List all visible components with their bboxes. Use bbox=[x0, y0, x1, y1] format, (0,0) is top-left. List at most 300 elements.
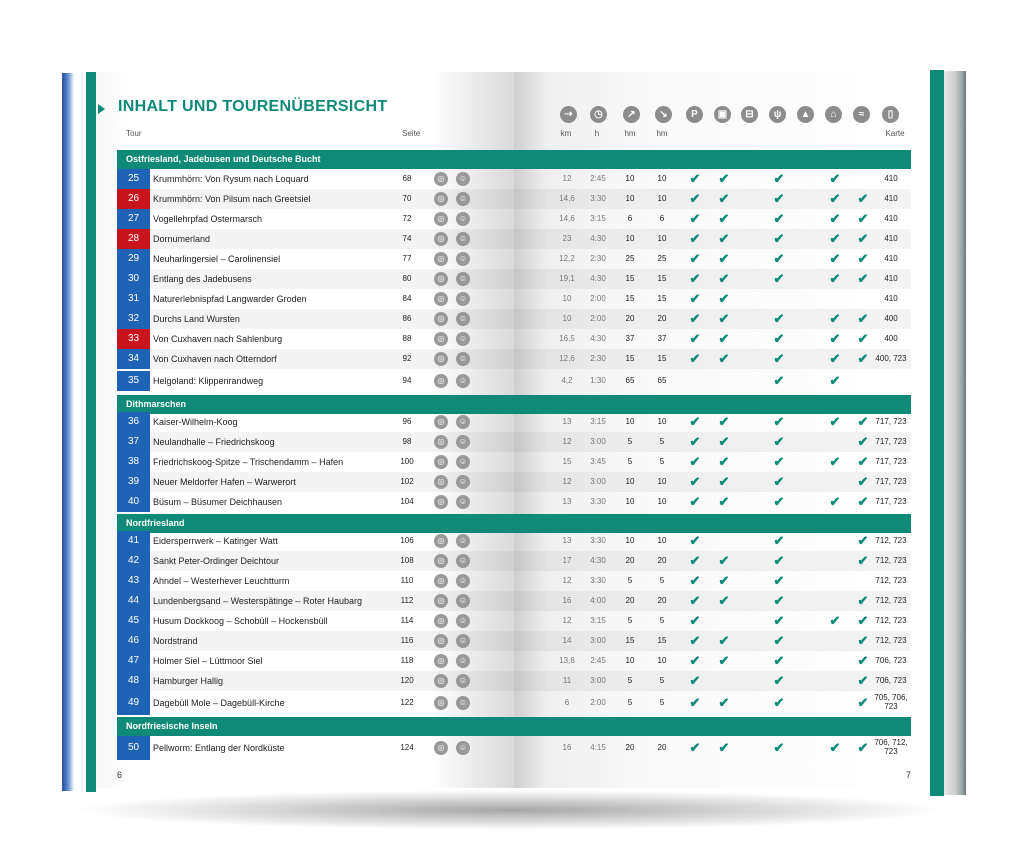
tour-duration: 2:30 bbox=[590, 354, 606, 363]
check-icon: ✔ bbox=[829, 171, 841, 186]
family-icon: ☺ bbox=[456, 252, 470, 266]
cable-car-icon: ⊟ bbox=[741, 106, 758, 123]
table-row[interactable] bbox=[117, 551, 911, 571]
tour-name: Neulandhalle – Friedrichskoog bbox=[153, 437, 275, 447]
tour-duration: 2:00 bbox=[590, 314, 606, 323]
check-icon: ✔ bbox=[718, 454, 730, 469]
tour-descent: 15 bbox=[657, 636, 667, 645]
family-icon: ☺ bbox=[456, 192, 470, 206]
family-icon: ☺ bbox=[456, 614, 470, 628]
check-icon: ✔ bbox=[857, 613, 869, 628]
hut-icon: ⌂ bbox=[825, 106, 842, 123]
tour-map: 712, 723 bbox=[875, 616, 907, 625]
check-icon: ✔ bbox=[773, 434, 785, 449]
table-row[interactable] bbox=[117, 452, 911, 472]
title-arrow-icon bbox=[98, 104, 105, 114]
check-icon: ✔ bbox=[718, 494, 730, 509]
check-icon: ✔ bbox=[773, 533, 785, 548]
tour-ascent: 20 bbox=[625, 314, 635, 323]
family-icon: ☺ bbox=[456, 534, 470, 548]
tour-page: 120 bbox=[400, 676, 414, 685]
section-header: Nordfriesland bbox=[117, 514, 911, 533]
page-left-color-band bbox=[86, 72, 96, 792]
tour-descent: 5 bbox=[659, 676, 665, 685]
family-icon: ☺ bbox=[456, 594, 470, 608]
check-icon: ✔ bbox=[689, 573, 701, 588]
tour-duration: 3:15 bbox=[590, 616, 606, 625]
check-icon: ✔ bbox=[857, 633, 869, 648]
tour-number: 36 bbox=[117, 412, 150, 432]
family-icon: ☺ bbox=[456, 352, 470, 366]
check-icon: ✔ bbox=[689, 695, 701, 710]
difficulty-icon: ◎ bbox=[434, 374, 448, 388]
tour-name: Krummhörn: Von Rysum nach Loquard bbox=[153, 174, 309, 184]
difficulty-icon: ◎ bbox=[434, 475, 448, 489]
check-icon: ✔ bbox=[718, 251, 730, 266]
tour-km: 13 bbox=[562, 497, 572, 506]
check-icon: ✔ bbox=[829, 414, 841, 429]
tour-descent: 10 bbox=[657, 417, 667, 426]
tour-ascent: 15 bbox=[625, 354, 635, 363]
tour-descent: 5 bbox=[659, 616, 665, 625]
check-icon: ✔ bbox=[718, 553, 730, 568]
header-h: h bbox=[594, 129, 600, 138]
tour-page: 124 bbox=[400, 743, 414, 752]
section-header: Nordfriesische Inseln bbox=[117, 717, 911, 736]
check-icon: ✔ bbox=[857, 593, 869, 608]
tour-number: 39 bbox=[117, 472, 150, 492]
tour-page: 77 bbox=[402, 254, 412, 263]
check-icon: ✔ bbox=[829, 613, 841, 628]
tour-ascent: 10 bbox=[625, 477, 635, 486]
check-icon: ✔ bbox=[689, 251, 701, 266]
tour-km: 13 bbox=[562, 417, 572, 426]
table-row[interactable] bbox=[117, 209, 911, 229]
check-icon: ✔ bbox=[773, 573, 785, 588]
table-row[interactable] bbox=[117, 169, 911, 189]
difficulty-icon: ◎ bbox=[434, 594, 448, 608]
table-row[interactable] bbox=[117, 309, 911, 329]
tour-name: Hamburger Hallig bbox=[153, 676, 224, 686]
parking-icon: P bbox=[686, 106, 703, 123]
tour-map: 717, 723 bbox=[875, 437, 907, 446]
tour-descent: 20 bbox=[657, 596, 667, 605]
tour-page: 88 bbox=[402, 334, 412, 343]
tour-duration: 3:15 bbox=[590, 214, 606, 223]
tour-ascent: 15 bbox=[625, 294, 635, 303]
tour-number: 48 bbox=[117, 671, 150, 691]
tour-number: 40 bbox=[117, 492, 150, 512]
tour-ascent: 10 bbox=[625, 194, 635, 203]
family-icon: ☺ bbox=[456, 292, 470, 306]
tour-duration: 3:30 bbox=[590, 576, 606, 585]
check-icon: ✔ bbox=[689, 553, 701, 568]
check-icon: ✔ bbox=[689, 633, 701, 648]
tour-map: 717, 723 bbox=[875, 477, 907, 486]
tour-name: Ahndel – Westerhever Leuchtturm bbox=[153, 576, 290, 586]
difficulty-icon: ◎ bbox=[434, 332, 448, 346]
tour-descent: 65 bbox=[657, 376, 667, 385]
tour-map: 712, 723 bbox=[875, 576, 907, 585]
tour-duration: 3:00 bbox=[590, 477, 606, 486]
check-icon: ✔ bbox=[689, 593, 701, 608]
check-icon: ✔ bbox=[773, 331, 785, 346]
tour-descent: 15 bbox=[657, 274, 667, 283]
table-row[interactable] bbox=[117, 736, 911, 760]
check-icon: ✔ bbox=[773, 673, 785, 688]
tour-km: 16,5 bbox=[559, 334, 575, 343]
check-icon: ✔ bbox=[718, 474, 730, 489]
check-icon: ✔ bbox=[773, 633, 785, 648]
family-icon: ☺ bbox=[456, 232, 470, 246]
check-icon: ✔ bbox=[857, 553, 869, 568]
family-icon: ☺ bbox=[456, 332, 470, 346]
tour-page: 98 bbox=[402, 437, 412, 446]
check-icon: ✔ bbox=[829, 351, 841, 366]
tour-number: 42 bbox=[117, 551, 150, 571]
tour-duration: 1:30 bbox=[590, 376, 606, 385]
check-icon: ✔ bbox=[689, 414, 701, 429]
tour-km: 12 bbox=[562, 477, 572, 486]
tour-km: 12 bbox=[562, 437, 572, 446]
check-icon: ✔ bbox=[689, 454, 701, 469]
tour-number: 33 bbox=[117, 329, 150, 349]
check-icon: ✔ bbox=[689, 271, 701, 286]
check-icon: ✔ bbox=[829, 231, 841, 246]
tour-km: 12 bbox=[562, 576, 572, 585]
tour-km: 13,6 bbox=[559, 656, 575, 665]
check-icon: ✔ bbox=[829, 311, 841, 326]
tour-number: 38 bbox=[117, 452, 150, 472]
tour-name: Sankt Peter-Ordinger Deichtour bbox=[153, 556, 280, 566]
check-icon: ✔ bbox=[857, 231, 869, 246]
tour-number: 46 bbox=[117, 631, 150, 651]
tour-ascent: 5 bbox=[627, 437, 633, 446]
header-hm-up: hm bbox=[624, 129, 636, 138]
check-icon: ✔ bbox=[857, 695, 869, 710]
check-icon: ✔ bbox=[689, 331, 701, 346]
table-row[interactable] bbox=[117, 651, 911, 671]
check-icon: ✔ bbox=[857, 251, 869, 266]
tour-descent: 15 bbox=[657, 354, 667, 363]
check-icon: ✔ bbox=[689, 434, 701, 449]
tour-name: Husum Dockkoog – Schobüll – Hockensbüll bbox=[153, 616, 328, 626]
check-icon: ✔ bbox=[718, 695, 730, 710]
tour-number: 25 bbox=[117, 169, 150, 189]
family-icon: ☺ bbox=[456, 455, 470, 469]
tour-duration: 4:30 bbox=[590, 234, 606, 243]
check-icon: ✔ bbox=[857, 434, 869, 449]
swimming-icon: ≈ bbox=[853, 106, 870, 123]
tour-descent: 5 bbox=[659, 457, 665, 466]
table-row[interactable] bbox=[117, 631, 911, 651]
check-icon: ✔ bbox=[773, 251, 785, 266]
table-row[interactable] bbox=[117, 349, 911, 369]
check-icon: ✔ bbox=[718, 191, 730, 206]
check-icon: ✔ bbox=[689, 291, 701, 306]
tour-descent: 5 bbox=[659, 437, 665, 446]
book-edge-left bbox=[62, 73, 74, 791]
tour-name: Krummhörn: Von Pilsum nach Greetsiel bbox=[153, 194, 311, 204]
check-icon: ✔ bbox=[829, 271, 841, 286]
clock-icon: ◷ bbox=[590, 106, 607, 123]
check-icon: ✔ bbox=[773, 414, 785, 429]
tour-duration: 2:45 bbox=[590, 174, 606, 183]
tour-name: Von Cuxhaven nach Otterndorf bbox=[153, 354, 277, 364]
header-hm-down: hm bbox=[656, 129, 668, 138]
family-icon: ☺ bbox=[456, 212, 470, 226]
tour-km: 12 bbox=[562, 174, 572, 183]
section-header: Dithmarschen bbox=[117, 395, 911, 414]
check-icon: ✔ bbox=[773, 211, 785, 226]
check-icon: ✔ bbox=[689, 613, 701, 628]
table-row[interactable] bbox=[117, 249, 911, 269]
book-edge-right bbox=[944, 71, 966, 795]
tour-number: 45 bbox=[117, 611, 150, 631]
check-icon: ✔ bbox=[718, 593, 730, 608]
check-icon: ✔ bbox=[773, 474, 785, 489]
tour-number: 50 bbox=[117, 736, 150, 760]
tour-page: 100 bbox=[400, 457, 414, 466]
tour-name: Kaiser-Wilhelm-Koog bbox=[153, 417, 238, 427]
tour-map: 705, 706, 723 bbox=[874, 693, 908, 711]
tour-duration: 3:15 bbox=[590, 417, 606, 426]
check-icon: ✔ bbox=[689, 171, 701, 186]
difficulty-icon: ◎ bbox=[434, 674, 448, 688]
table-row[interactable] bbox=[117, 531, 911, 551]
tour-km: 11 bbox=[562, 676, 572, 685]
page-number-right: 7 bbox=[906, 770, 912, 780]
check-icon: ✔ bbox=[718, 573, 730, 588]
check-icon: ✔ bbox=[857, 474, 869, 489]
tour-ascent: 37 bbox=[625, 334, 635, 343]
tour-duration: 3:30 bbox=[590, 194, 606, 203]
tour-descent: 10 bbox=[657, 174, 667, 183]
tour-page: 102 bbox=[400, 477, 414, 486]
difficulty-icon: ◎ bbox=[434, 741, 448, 755]
check-icon: ✔ bbox=[857, 311, 869, 326]
check-icon: ✔ bbox=[857, 414, 869, 429]
tour-number: 28 bbox=[117, 229, 150, 249]
tour-km: 23 bbox=[562, 234, 572, 243]
check-icon: ✔ bbox=[857, 191, 869, 206]
check-icon: ✔ bbox=[689, 494, 701, 509]
table-row[interactable] bbox=[117, 289, 911, 309]
check-icon: ✔ bbox=[857, 673, 869, 688]
difficulty-icon: ◎ bbox=[434, 634, 448, 648]
tour-map: 410 bbox=[884, 214, 898, 223]
check-icon: ✔ bbox=[857, 653, 869, 668]
check-icon: ✔ bbox=[718, 414, 730, 429]
check-icon: ✔ bbox=[773, 653, 785, 668]
tour-km: 10 bbox=[562, 294, 572, 303]
table-row[interactable] bbox=[117, 269, 911, 289]
tour-ascent: 5 bbox=[627, 676, 633, 685]
tour-map: 410 bbox=[884, 174, 898, 183]
table-row[interactable] bbox=[117, 492, 911, 512]
difficulty-icon: ◎ bbox=[434, 292, 448, 306]
check-icon: ✔ bbox=[857, 211, 869, 226]
tour-duration: 3:00 bbox=[590, 676, 606, 685]
tour-descent: 15 bbox=[657, 294, 667, 303]
tour-page: 74 bbox=[402, 234, 412, 243]
tour-page: 68 bbox=[402, 174, 412, 183]
tour-descent: 5 bbox=[659, 576, 665, 585]
table-row[interactable] bbox=[117, 691, 911, 715]
family-icon: ☺ bbox=[456, 634, 470, 648]
difficulty-icon: ◎ bbox=[434, 312, 448, 326]
table-row[interactable] bbox=[117, 229, 911, 249]
check-icon: ✔ bbox=[773, 494, 785, 509]
check-icon: ✔ bbox=[718, 171, 730, 186]
family-icon: ☺ bbox=[456, 374, 470, 388]
check-icon: ✔ bbox=[718, 211, 730, 226]
family-icon: ☺ bbox=[456, 172, 470, 186]
family-icon: ☺ bbox=[456, 574, 470, 588]
table-row[interactable] bbox=[117, 472, 911, 492]
tour-name: Büsum – Büsumer Deichhausen bbox=[153, 497, 283, 507]
tour-descent: 20 bbox=[657, 743, 667, 752]
tour-number: 34 bbox=[117, 349, 150, 369]
check-icon: ✔ bbox=[773, 171, 785, 186]
check-icon: ✔ bbox=[773, 271, 785, 286]
family-icon: ☺ bbox=[456, 415, 470, 429]
difficulty-icon: ◎ bbox=[434, 614, 448, 628]
check-icon: ✔ bbox=[718, 351, 730, 366]
check-icon: ✔ bbox=[689, 740, 701, 755]
difficulty-icon: ◎ bbox=[434, 192, 448, 206]
tour-map: 706, 712, 723 bbox=[874, 738, 908, 756]
tour-number: 49 bbox=[117, 691, 150, 715]
table-row[interactable] bbox=[117, 432, 911, 452]
table-row[interactable] bbox=[117, 571, 911, 591]
tour-number: 26 bbox=[117, 189, 150, 209]
check-icon: ✔ bbox=[689, 211, 701, 226]
tour-duration: 3:45 bbox=[590, 457, 606, 466]
tour-km: 13 bbox=[562, 536, 572, 545]
tour-ascent: 10 bbox=[625, 536, 635, 545]
tour-number: 29 bbox=[117, 249, 150, 269]
table-row[interactable] bbox=[117, 371, 911, 391]
check-icon: ✔ bbox=[718, 633, 730, 648]
check-icon: ✔ bbox=[857, 494, 869, 509]
section-header: Ostfriesland, Jadebusen und Deutsche Bucht bbox=[117, 150, 911, 169]
family-icon: ☺ bbox=[456, 554, 470, 568]
tour-map: 400 bbox=[884, 314, 898, 323]
tour-page: 84 bbox=[402, 294, 412, 303]
check-icon: ✔ bbox=[689, 653, 701, 668]
table-row[interactable] bbox=[117, 189, 911, 209]
family-icon: ☺ bbox=[456, 654, 470, 668]
tour-name: Neuharlingersiel – Carolinensiel bbox=[153, 254, 281, 264]
check-icon: ✔ bbox=[689, 191, 701, 206]
family-icon: ☺ bbox=[456, 272, 470, 286]
difficulty-icon: ◎ bbox=[434, 696, 448, 710]
tour-name: Entlang des Jadebusens bbox=[153, 274, 252, 284]
check-icon: ✔ bbox=[718, 331, 730, 346]
tour-km: 14 bbox=[562, 636, 572, 645]
tour-map: 410 bbox=[884, 234, 898, 243]
tour-km: 14,6 bbox=[559, 194, 575, 203]
tour-km: 12,2 bbox=[559, 254, 575, 263]
tour-page: 94 bbox=[402, 376, 412, 385]
check-icon: ✔ bbox=[689, 673, 701, 688]
tour-page: 80 bbox=[402, 274, 412, 283]
table-row[interactable] bbox=[117, 611, 911, 631]
tour-number: 43 bbox=[117, 571, 150, 591]
tour-descent: 37 bbox=[657, 334, 667, 343]
table-row[interactable] bbox=[117, 591, 911, 611]
tour-map: 712, 723 bbox=[875, 636, 907, 645]
table-row[interactable] bbox=[117, 671, 911, 691]
check-icon: ✔ bbox=[718, 291, 730, 306]
tour-descent: 25 bbox=[657, 254, 667, 263]
header-karte: Karte bbox=[885, 129, 905, 138]
tour-duration: 2:00 bbox=[590, 294, 606, 303]
check-icon: ✔ bbox=[773, 553, 785, 568]
tour-ascent: 10 bbox=[625, 656, 635, 665]
tour-ascent: 10 bbox=[625, 497, 635, 506]
tour-ascent: 5 bbox=[627, 698, 633, 707]
tour-name: Dornumerland bbox=[153, 234, 211, 244]
tour-km: 12 bbox=[562, 616, 572, 625]
tour-descent: 10 bbox=[657, 656, 667, 665]
tour-map: 717, 723 bbox=[875, 457, 907, 466]
tour-map: 400, 723 bbox=[875, 354, 907, 363]
check-icon: ✔ bbox=[829, 454, 841, 469]
ascent-icon: ↗ bbox=[623, 106, 640, 123]
tour-number: 31 bbox=[117, 289, 150, 309]
tour-ascent: 10 bbox=[625, 417, 635, 426]
tour-number: 30 bbox=[117, 269, 150, 289]
check-icon: ✔ bbox=[829, 191, 841, 206]
tour-km: 16 bbox=[562, 743, 572, 752]
difficulty-icon: ◎ bbox=[434, 232, 448, 246]
tour-map: 410 bbox=[884, 294, 898, 303]
family-icon: ☺ bbox=[456, 495, 470, 509]
check-icon: ✔ bbox=[773, 613, 785, 628]
check-icon: ✔ bbox=[718, 434, 730, 449]
tour-map: 706, 723 bbox=[875, 676, 907, 685]
table-row[interactable] bbox=[117, 329, 911, 349]
tour-descent: 20 bbox=[657, 314, 667, 323]
check-icon: ✔ bbox=[857, 331, 869, 346]
tour-ascent: 10 bbox=[625, 174, 635, 183]
tour-ascent: 20 bbox=[625, 743, 635, 752]
check-icon: ✔ bbox=[773, 373, 785, 388]
check-icon: ✔ bbox=[829, 373, 841, 388]
check-icon: ✔ bbox=[718, 231, 730, 246]
tour-page: 106 bbox=[400, 536, 414, 545]
check-icon: ✔ bbox=[773, 231, 785, 246]
check-icon: ✔ bbox=[857, 454, 869, 469]
tour-page: 114 bbox=[400, 616, 414, 625]
tour-descent: 5 bbox=[659, 698, 665, 707]
tour-name: Eidersperrwerk – Katinger Watt bbox=[153, 536, 278, 546]
family-icon: ☺ bbox=[456, 674, 470, 688]
tour-descent: 10 bbox=[657, 194, 667, 203]
check-icon: ✔ bbox=[773, 454, 785, 469]
header-km: km bbox=[560, 129, 572, 138]
table-row[interactable] bbox=[117, 412, 911, 432]
check-icon: ✔ bbox=[718, 653, 730, 668]
tour-ascent: 10 bbox=[625, 234, 635, 243]
tour-ascent: 15 bbox=[625, 274, 635, 283]
tour-km: 4,2 bbox=[561, 376, 573, 385]
check-icon: ✔ bbox=[857, 533, 869, 548]
difficulty-icon: ◎ bbox=[434, 272, 448, 286]
tour-map: 410 bbox=[884, 274, 898, 283]
